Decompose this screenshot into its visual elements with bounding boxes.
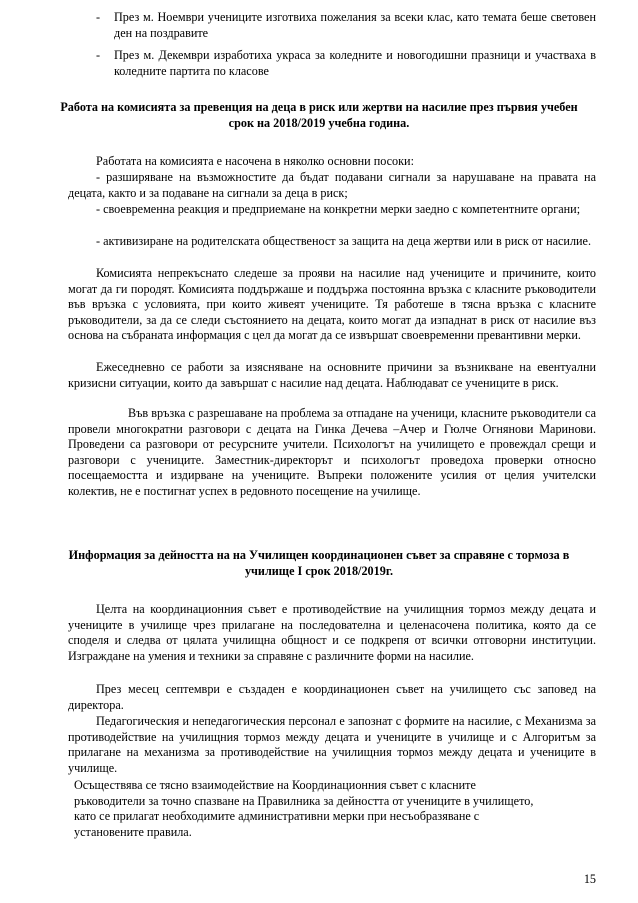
section-heading: Работа на комисията за превенция на деца в риск или жертви на насилие през първия учебен срок на 2018/2019 учебна година. xyxy=(60,100,578,130)
paragraph: Целта на координационния съвет е противодействие на училищния тормоз между децата и учениците в училище чрез прилагане на последователна и целенасочена политика, която да се споделя и следва от цялата училищна общност и се подкрепя от всички отговорни институции. Изграждане на умения и техники за справяне с различните форми на насилие. xyxy=(68,602,596,663)
list-item: - своевременна реакция и предприемане на конкретни мерки заедно с компетентните органи; xyxy=(96,202,581,216)
paragraph: През месец септември е създаден е координационен съвет на училището със заповед на директора. xyxy=(68,682,596,712)
paragraph: Ежеседневно се работи за изясняване на основните причини за възникване на евентуални кризисни ситуации, които да завършат с насилие над децата. Наблюдават се учениците в риск. xyxy=(68,360,596,390)
bullet-item xyxy=(96,48,596,79)
paragraph: Осъществява се тясно взаимодействие на Координационния съвет с класните ръководители за точно спазване на Правилника за дейността от учениците в училището, като се прилагат необходимите административни мерки при несъобразяване с установените правила. xyxy=(74,778,534,839)
bullet-dash: - xyxy=(96,10,101,24)
bullet-dash: - xyxy=(96,48,101,62)
list-item: - активизиране на родителската общественост за защита на деца жертви или в риск от насилие. xyxy=(96,234,592,248)
bullet-text: През м. Декември изработиха украса за коледните и новогодишни празници и участваха в коледните партита по класове xyxy=(114,48,596,78)
bullet-text: През м. Ноември учениците изготвиха пожелания за всеки клас, като темата беше световен ден на поздравите xyxy=(114,10,596,40)
paragraph: Във връзка с разрешаване на проблема за отпадане на ученици, класните ръководители са провели многократни разговори с децата на Гинка Дечева –Ачер и Гюлче Огнянови Маринови. Проведени са разговори от ресурсните учители. Психологът на училището е провеждал срещи и разговори с учениците. Заместник-директорът и психологът проведоха проверки относно посещаемостта и издирване на учениците. Въпреки положените усилия от целия учителски колектив, не е постигнат успех в редовното посещение на училище. xyxy=(68,406,596,498)
list-item: - разширяване на възможностите да бъдат подавани сигнали за нарушаване на правата на децата, както и за подаване на сигнали за деца в риск; xyxy=(68,170,596,200)
paragraph: Комисията непрекъснато следеше за прояви на насилие над учениците и причините, които могат да ги породят. Комисията поддържаше и поддържа постоянна връзка с класните ръководители във връзка с условията, при които живеят учениците. Тя работеше в тясна връзка с класните ръководители, за да се следи състоянието на децата, които могат да изпаднат в риск от насилие въз основа на събраната информация с цел да могат да се извършат своевременни превантивни мерки. xyxy=(68,266,596,343)
paragraph: Педагогическия и непедагогическия персонал е запознат с формите на насилие, с Механизма за противодействие на училищния тормоз между децата и учениците в училище и с Алгоритъм за прилагане на механизма за противодействие на училищния тормоз между децата и учениците в училище. xyxy=(68,714,596,775)
paragraph-intro: Работата на комисията е насочена в няколко основни посоки: xyxy=(96,154,414,168)
page-number: 15 xyxy=(583,872,596,886)
section-heading: Информация за дейността на на Училищен координационен съвет за справяне с тормоза в училище I срок 2018/2019г. xyxy=(68,548,570,578)
bullet-item xyxy=(96,10,596,41)
